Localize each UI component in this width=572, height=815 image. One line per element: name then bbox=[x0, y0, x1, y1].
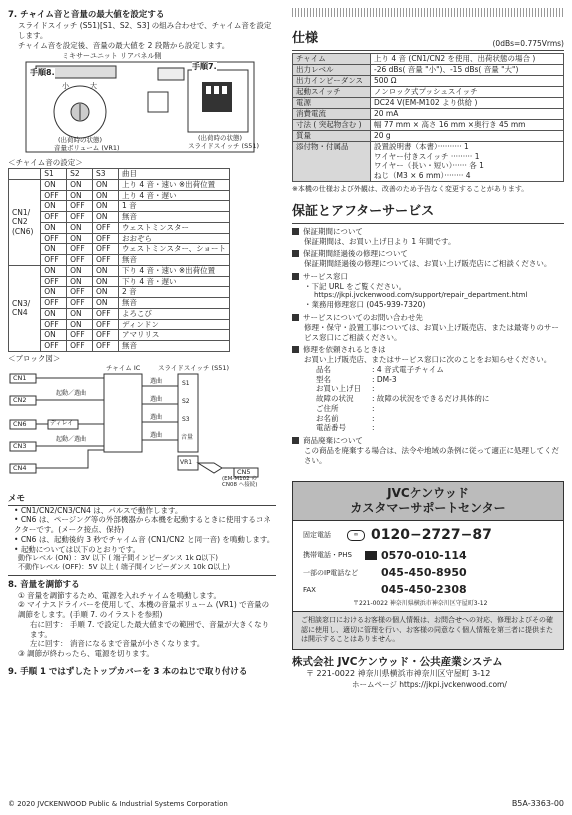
chime-header: S1 bbox=[41, 169, 67, 180]
repair-info-row bbox=[292, 423, 564, 433]
repair-info-value: : bbox=[372, 413, 375, 423]
spec-key: 電源 bbox=[293, 97, 371, 108]
support-title-line1: JVCケンウッド bbox=[387, 486, 469, 501]
chime-switch-state: ON bbox=[67, 190, 93, 201]
chime-melody: ディンドン bbox=[118, 319, 229, 330]
chime-melody: よろこび bbox=[118, 308, 229, 319]
board-illustration bbox=[8, 52, 276, 156]
chime-group-label: CN1/ CN2 (CN6) bbox=[9, 179, 41, 265]
chime-switch-state: OFF bbox=[93, 319, 119, 330]
chime-header bbox=[9, 169, 41, 180]
memo-item: • CN6 は、起動後約 3 秒でチャイム音 (CN1/CN2 と同一音) を鳴動します。 bbox=[14, 535, 276, 545]
block-trig1: 起動／選曲 bbox=[56, 389, 87, 397]
tel-label: FAX bbox=[303, 585, 316, 594]
memo-item: • 起動については以下のとおりです。 bbox=[14, 545, 276, 555]
chime-switch-state: OFF bbox=[41, 341, 67, 352]
chime-switch-state: ON bbox=[41, 308, 67, 319]
warranty-text: ・下記 URL をご覧ください。 bbox=[304, 281, 407, 291]
spec-val: 上り 4 音 (CN1/CN2 を使用、出荷状態の場合 ) bbox=[371, 53, 564, 64]
spec-key: チャイム bbox=[293, 53, 371, 64]
chime-switch-state: ON bbox=[67, 233, 93, 244]
chime-row bbox=[9, 276, 230, 287]
chime-switch-state: OFF bbox=[41, 276, 67, 287]
chime-header-row bbox=[9, 169, 230, 180]
block-sel2: 選曲 bbox=[150, 395, 163, 403]
chime-switch-state: OFF bbox=[67, 212, 93, 223]
spec-note: ※本機の仕様および外観は、改善のため予告なく変更することがあります。 bbox=[292, 184, 529, 193]
spec-row bbox=[293, 53, 564, 64]
tel-number[interactable]: 045-450-8950 bbox=[381, 565, 467, 579]
repair-info-row bbox=[292, 394, 564, 404]
warranty-item bbox=[292, 313, 564, 323]
bullet-icon bbox=[292, 346, 299, 353]
spec-val: 500 Ω bbox=[371, 75, 564, 86]
block-cn2: CN2 bbox=[13, 395, 27, 404]
repair-info-row bbox=[292, 404, 564, 414]
memo-sub1: 動作レベル (ON) ：3V 以下 ( 端子間インピーダンス 1k Ω以下) bbox=[18, 554, 218, 563]
memo-list bbox=[8, 506, 276, 555]
tel-label: 固定電話 bbox=[303, 531, 331, 540]
tel-label: 一部のIP電話など bbox=[303, 568, 359, 577]
chime-row bbox=[9, 298, 230, 309]
chime-group-label: CN3/ CN4 bbox=[9, 265, 41, 351]
chime-switch-state: OFF bbox=[67, 341, 93, 352]
knob-small-label: 小 bbox=[62, 82, 69, 91]
chime-switch-state: OFF bbox=[67, 298, 93, 309]
spec-row bbox=[293, 86, 564, 97]
repair-info-row bbox=[292, 365, 564, 375]
repair-info-value: : 4 音式電子チャイム bbox=[372, 364, 444, 374]
spec-key: 出力インピーダンス bbox=[293, 75, 371, 86]
block-cn4: CN4 bbox=[13, 463, 27, 472]
chime-row bbox=[9, 330, 230, 341]
accessory-item: ねじ（M3 × 6 mm）········ 4 bbox=[374, 171, 471, 181]
chime-switch-state: ON bbox=[41, 287, 67, 298]
block-caption: ＜ブロック図＞ bbox=[8, 353, 61, 363]
chime-row bbox=[9, 179, 230, 190]
chime-switch-state: ON bbox=[93, 265, 119, 276]
section8-item: ③ 調節が終わったら、電源を切ります。 bbox=[18, 649, 154, 659]
block-vol: 音量 bbox=[181, 433, 194, 441]
chime-switch-state: OFF bbox=[67, 255, 93, 266]
repair-info-key: 型名 bbox=[316, 374, 331, 384]
spec-val bbox=[371, 141, 564, 181]
section7-text1: スライドスイッチ (S51)[S1、S2、S3] の組み合わせで、チャイム音を設定します。 bbox=[18, 21, 272, 40]
chime-switch-state: OFF bbox=[67, 201, 93, 212]
chime-switch-state: ON bbox=[93, 298, 119, 309]
chime-header: S2 bbox=[67, 169, 93, 180]
chime-row bbox=[9, 341, 230, 352]
spec-key: 出力レベル bbox=[293, 64, 371, 75]
chime-caption: ＜チャイム音の設定＞ bbox=[8, 158, 83, 168]
chime-switch-state: ON bbox=[67, 265, 93, 276]
block-cn6: CN6 bbox=[13, 419, 27, 428]
section8-item: ② マイナスドライバーを使用して、本機の音量ボリューム (VR1) で音量の調節をします。(手順 7. のイラストを参照) bbox=[18, 600, 270, 620]
copyright: © 2020 JVCKENWOOD Public & Industrial Systems Corporation bbox=[8, 799, 228, 808]
chime-row bbox=[9, 212, 230, 223]
spec-heading bbox=[292, 31, 564, 51]
navidial-icon bbox=[365, 551, 377, 560]
chime-switch-state: ON bbox=[93, 287, 119, 298]
chime-row bbox=[9, 244, 230, 255]
memo-sub2: 不動作レベル (OFF)：5V 以上 ( 端子間インピーダンス 10k Ω以上) bbox=[8, 563, 276, 575]
chime-switch-state: OFF bbox=[93, 233, 119, 244]
chime-switch-state: ON bbox=[41, 265, 67, 276]
spec-row-accessories bbox=[293, 141, 564, 181]
repair-info-row bbox=[292, 384, 564, 394]
block-cn5: CN5 bbox=[237, 467, 251, 476]
chime-switch-state: ON bbox=[41, 222, 67, 233]
bullet-icon bbox=[292, 250, 299, 257]
block-vr1: VR1 bbox=[180, 458, 193, 466]
support-title bbox=[293, 482, 563, 521]
block-s2: S2 bbox=[182, 397, 190, 405]
chime-switch-state: ON bbox=[67, 179, 93, 190]
warranty-text: ・業務用修理窓口 (045-939-7320) bbox=[304, 300, 426, 310]
spec-row bbox=[293, 119, 564, 130]
chime-switch-state: OFF bbox=[41, 319, 67, 330]
chime-row bbox=[9, 190, 230, 201]
warranty-text: 修理・保守・設置工事については、お買い上げ販売店、または最寄りのサービス窓口にご相談ください。 bbox=[304, 322, 559, 342]
bullet-icon bbox=[292, 314, 299, 321]
support-row-landline bbox=[293, 526, 563, 544]
warranty-text: 保証期間は、お買い上げ日より 1 年間です。 bbox=[304, 236, 456, 246]
tel-number[interactable]: 0570-010-114 bbox=[381, 548, 467, 562]
block-drawing bbox=[8, 364, 276, 488]
spec-row bbox=[293, 130, 564, 141]
spec-val: 幅 77 mm × 高さ 16 mm ×奥行き 45 mm bbox=[371, 119, 564, 130]
chime-melody: 上り 4 音・遅い bbox=[118, 190, 229, 201]
chime-switch-state: OFF bbox=[41, 233, 67, 244]
support-row-mobile bbox=[293, 549, 563, 563]
spec-unit: (0dBs=0.775Vrms) bbox=[492, 39, 564, 49]
block-trig2: 起動／選曲 bbox=[56, 435, 87, 443]
spec-title: 仕様 bbox=[292, 31, 564, 51]
chime-switch-state: ON bbox=[41, 330, 67, 341]
chime-row bbox=[9, 265, 230, 276]
company-web[interactable]: ホームページ https://jkpi.jvckenwood.com/ bbox=[352, 679, 507, 689]
chime-switch-state: OFF bbox=[93, 330, 119, 341]
company-address: 〒 221-0022 神奈川県横浜市神奈川区守屋町 3-12 bbox=[306, 669, 491, 679]
spec-val: 20 g bbox=[371, 130, 564, 141]
vol-caption2: 音量ボリューム (VR1) bbox=[54, 144, 120, 153]
doc-number: B5A-3363-00 bbox=[511, 798, 564, 808]
company-name: 株式会社 JVCケンウッド・公共産業システム bbox=[292, 655, 503, 668]
block-s3: S3 bbox=[182, 415, 190, 423]
spec-val: ノンロック式プッシュスイッチ bbox=[371, 86, 564, 97]
repair-info-row bbox=[292, 375, 564, 385]
accessory-item: 設置説明書（本書）·········· 1 bbox=[374, 141, 469, 151]
step7-label: 手順7. bbox=[192, 62, 217, 72]
block-cn3: CN3 bbox=[13, 441, 27, 450]
chime-switch-state: OFF bbox=[93, 222, 119, 233]
warranty-item-title: サービスについてのお問い合わせ先 bbox=[303, 313, 423, 323]
section8-item: 右に回す： 手順 7. で設定した最大値までの範囲で、音量が大きくなります。 bbox=[30, 619, 270, 639]
chime-switch-state: ON bbox=[93, 201, 119, 212]
warranty-item-title: 保証期間について bbox=[303, 226, 363, 236]
block-delay: ディレイ bbox=[50, 419, 74, 427]
chime-switch-state: ON bbox=[67, 222, 93, 233]
tel-number: 045-450-2308 bbox=[381, 583, 467, 597]
chime-row bbox=[9, 201, 230, 212]
chime-table bbox=[8, 168, 230, 352]
repair-info-key: 故障の状況 bbox=[316, 394, 354, 404]
chime-melody: 2 音 bbox=[118, 287, 229, 298]
tel-label: 携帯電話・PHS bbox=[303, 551, 352, 560]
warranty-item bbox=[292, 227, 564, 237]
chime-switch-state: OFF bbox=[41, 190, 67, 201]
chime-switch-state: ON bbox=[67, 308, 93, 319]
chime-group-2 bbox=[9, 265, 230, 351]
right-column bbox=[292, 8, 564, 689]
repair-info-key: 品名 bbox=[316, 364, 331, 374]
chime-switch-state: OFF bbox=[93, 244, 119, 255]
spec-table bbox=[292, 53, 564, 182]
spec-val: DC24 V(EM-M102 より供給 ) bbox=[371, 97, 564, 108]
chime-switch-state: OFF bbox=[67, 330, 93, 341]
chime-switch-state: OFF bbox=[41, 255, 67, 266]
support-row-ip bbox=[293, 566, 563, 580]
spec-key: 添付物・付属品 bbox=[293, 141, 371, 181]
chime-melody: 無音 bbox=[118, 298, 229, 309]
support-row-fax bbox=[293, 583, 563, 597]
block-chime-ic: チャイム IC bbox=[106, 363, 141, 372]
warranty-item bbox=[292, 436, 564, 446]
top-hatch-bar bbox=[292, 8, 564, 17]
step8-label: 手順8. bbox=[30, 68, 55, 78]
warranty-item bbox=[292, 272, 564, 282]
bullet-icon bbox=[292, 228, 299, 235]
memo-item: • CN6 は、ページング等の外部機器から本機を起動するときに使用するコネクターです。(メーク接点、保持) bbox=[14, 515, 276, 535]
accessory-item: ワイヤー付きスイッチ ········· 1 bbox=[374, 151, 480, 161]
warranty-item bbox=[292, 249, 564, 259]
memo-item: • CN1/CN2/CN3/CN4 は、パルスで動作します。 bbox=[14, 506, 276, 516]
block-cn5-note2: CN08 へ接続) bbox=[222, 481, 258, 488]
support-address: 〒221-0022 神奈川県横浜市神奈川区守屋町3-12 bbox=[353, 599, 488, 607]
chime-melody: アマリリス bbox=[118, 330, 229, 341]
chime-melody: 上り 4 音・速い ※出荷位置 bbox=[118, 179, 229, 190]
support-box bbox=[292, 481, 564, 649]
repair-info-key: 電話番号 bbox=[316, 423, 346, 433]
section9-title: 9. 手順 1 ではずしたトップカバーを 3 本のねじで取り付ける bbox=[8, 666, 248, 677]
tel-number[interactable]: 0120−2727−87 bbox=[371, 527, 492, 544]
spec-row bbox=[293, 64, 564, 75]
chime-melody: ウェストミンスター bbox=[118, 222, 229, 233]
section8-item: ① 音量を調節するため、電源を入れチャイムを鳴動します。 bbox=[18, 590, 221, 600]
warranty-item bbox=[292, 345, 564, 355]
chime-group-1 bbox=[9, 179, 230, 265]
repair-info-key: ご住所 bbox=[316, 403, 339, 413]
bullet-icon bbox=[292, 273, 299, 280]
chime-melody: 無音 bbox=[118, 255, 229, 266]
chime-row bbox=[9, 222, 230, 233]
chime-melody: 下り 4 音・遅い bbox=[118, 276, 229, 287]
chime-row bbox=[9, 287, 230, 298]
warranty-text: 保証期間経過後の修理については、お買い上げ販売店にご相談ください。 bbox=[304, 259, 552, 269]
chime-switch-state: ON bbox=[67, 319, 93, 330]
warranty-item-title: 商品廃棄について bbox=[303, 436, 363, 446]
chime-melody: ウェストミンスター、ショート bbox=[118, 244, 229, 255]
repair-info-value: : bbox=[372, 423, 375, 433]
bullet-icon bbox=[292, 437, 299, 444]
section7-title: 7. チャイム音と音量の最大値を設定する bbox=[8, 10, 165, 20]
chime-switch-state: ON bbox=[93, 179, 119, 190]
spec-key: 寸法 ( 突起物含む ) bbox=[293, 119, 371, 130]
chime-row bbox=[9, 319, 230, 330]
block-sel4: 選曲 bbox=[150, 431, 163, 439]
chime-melody: 下り 4 音・速い ※出荷位置 bbox=[118, 265, 229, 276]
chime-switch-state: OFF bbox=[41, 298, 67, 309]
spec-row bbox=[293, 97, 564, 108]
block-diagram bbox=[8, 364, 276, 488]
chime-switch-state: OFF bbox=[93, 341, 119, 352]
chime-header: S3 bbox=[93, 169, 119, 180]
chime-row bbox=[9, 233, 230, 244]
chime-switch-state: ON bbox=[93, 276, 119, 287]
spec-row bbox=[293, 108, 564, 119]
chime-switch-state: ON bbox=[41, 201, 67, 212]
warranty-title: 保証とアフターサービス bbox=[292, 204, 564, 224]
repair-info-list bbox=[292, 365, 564, 433]
warranty-item-title: サービス窓口 bbox=[303, 271, 348, 281]
repair-info-value: : bbox=[372, 384, 375, 394]
chime-switch-state: OFF bbox=[67, 244, 93, 255]
warranty-text: お買い上げ販売店、またはサービス窓口に次のことをお知らせください。 bbox=[304, 355, 552, 365]
repair-info-key: お買い上げ日 bbox=[316, 384, 361, 394]
chime-melody: 無音 bbox=[118, 212, 229, 223]
sw-caption2: スライドスイッチ (S51) bbox=[188, 142, 260, 151]
spec-row bbox=[293, 75, 564, 86]
repair-info-value: : 故障の状況をできるだけ具体的に bbox=[372, 394, 490, 404]
block-s1: S1 bbox=[182, 379, 190, 387]
repair-info-row bbox=[292, 414, 564, 424]
knob-large-label: 大 bbox=[90, 82, 97, 91]
block-sel3: 選曲 bbox=[150, 413, 163, 421]
warranty-item-title: 修理を依頼されるときは bbox=[303, 345, 386, 355]
warranty-text: この商品を廃棄する場合は、法令や地域の条例に従って適正に処理してください。 bbox=[304, 445, 559, 465]
support-privacy-note: ご相談窓口におけるお客様の個人情報は、お問合せへの対応、修理およびその確認に使用し、適切に管理を行い、お客様の同意なく個人情報を第三者に提供または開示することはありません。 bbox=[293, 611, 563, 648]
repair-info-key: お名前 bbox=[316, 413, 339, 423]
chime-row bbox=[9, 308, 230, 319]
sw-caption1: (出荷時の状態) bbox=[198, 134, 243, 143]
block-slide-sw: スライドスイッチ (S51) bbox=[158, 363, 230, 372]
chime-switch-state: OFF bbox=[41, 212, 67, 223]
chime-header: 曲目 bbox=[118, 169, 229, 180]
spec-val: 20 mA bbox=[371, 108, 564, 119]
support-title-line2: カスタマーサポートセンター bbox=[350, 501, 506, 516]
section7-text2: チャイム音を設定後、音量の最大値を 2 段階から設定します。 bbox=[18, 40, 230, 50]
board-label: ミキサーユニット リアパネル側 bbox=[62, 52, 162, 61]
block-cn5-note1: (EM-M102 の bbox=[222, 475, 257, 482]
chime-switch-state: OFF bbox=[93, 255, 119, 266]
freedial-icon: ∞ bbox=[347, 530, 365, 541]
chime-switch-state: ON bbox=[93, 190, 119, 201]
vol-caption1: (出荷時の状態) bbox=[58, 136, 103, 145]
spec-key: 起動スイッチ bbox=[293, 86, 371, 97]
chime-switch-state: ON bbox=[93, 212, 119, 223]
repair-info-value: : bbox=[372, 403, 375, 413]
memo-title: メモ bbox=[8, 494, 276, 506]
chime-row bbox=[9, 255, 230, 266]
block-cn1: CN1 bbox=[13, 373, 27, 382]
accessory-item: ワイヤー（長い・短い）······ 各 1 bbox=[374, 161, 484, 171]
section8-title: 8. 音量を調節する bbox=[8, 579, 80, 590]
chime-melody: 1 音 bbox=[118, 201, 229, 212]
spec-key: 消費電流 bbox=[293, 108, 371, 119]
left-column bbox=[8, 8, 276, 678]
spec-val: -26 dBs( 音量 "小")、-15 dBs( 音量 "大") bbox=[371, 64, 564, 75]
repair-url-link[interactable]: https://jkpi.jvckenwood.com/support/repair_department.html bbox=[314, 291, 528, 300]
chime-switch-state: OFF bbox=[67, 287, 93, 298]
chime-switch-state: ON bbox=[41, 179, 67, 190]
warranty-item-title: 保証期間経過後の修理について bbox=[303, 249, 408, 259]
chime-switch-state: OFF bbox=[93, 308, 119, 319]
chime-melody: 無音 bbox=[118, 341, 229, 352]
spec-key: 質量 bbox=[293, 130, 371, 141]
repair-info-value: : DM-3 bbox=[372, 374, 397, 384]
block-sel1: 選曲 bbox=[150, 377, 163, 385]
chime-switch-state: ON bbox=[67, 276, 93, 287]
chime-melody: おおぞら bbox=[118, 233, 229, 244]
chime-switch-state: ON bbox=[41, 244, 67, 255]
section8-item: 左に回す： 消音になるまで音量が小さくなります。 bbox=[30, 639, 205, 649]
